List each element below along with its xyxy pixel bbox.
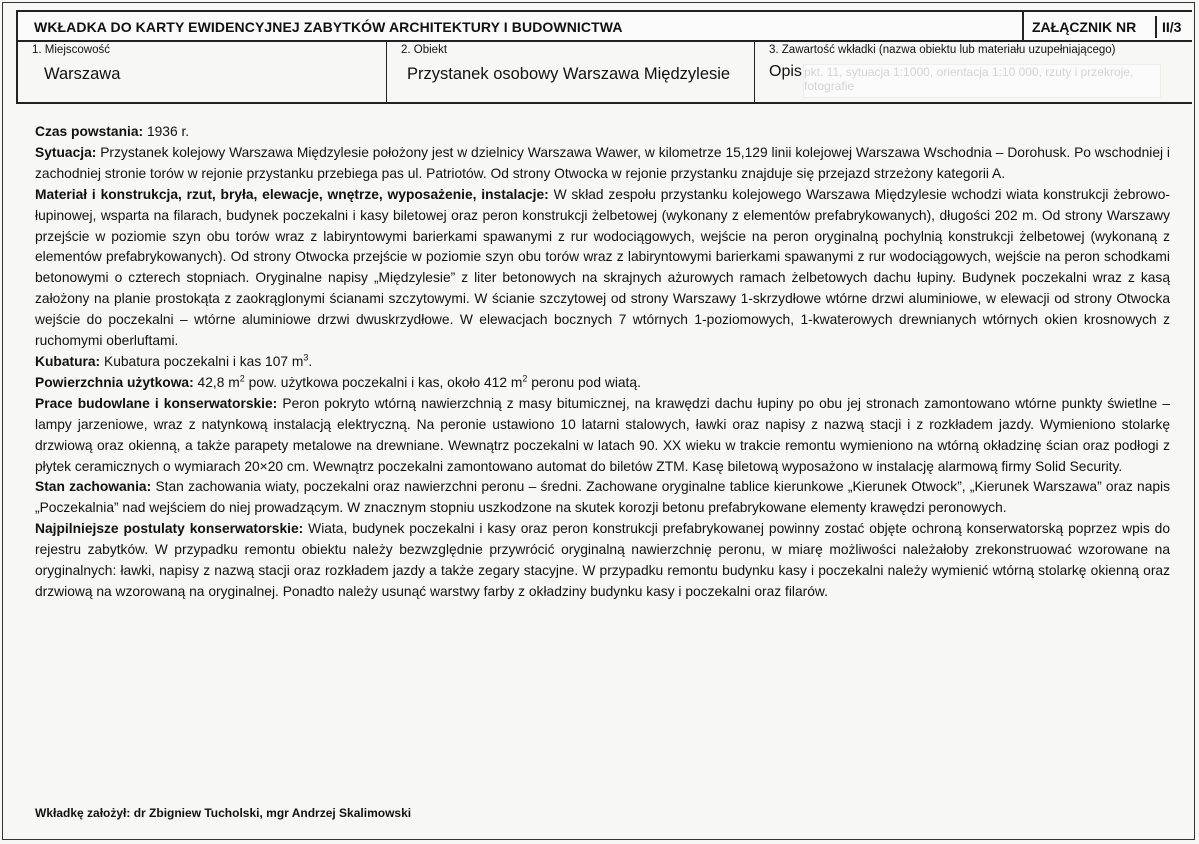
section-sytuacja (35, 143, 1170, 185)
section-powierzchnia (35, 373, 1170, 394)
document-footer-author: Wkładkę założył: dr Zbigniew Tucholski, mgr Andrzej Skalimowski (35, 806, 412, 820)
section-postulaty-label: Najpilniejsze postulaty konserwatorskie: (35, 521, 304, 537)
section-postulaty (35, 519, 1170, 603)
section-kubatura-label: Kubatura: (35, 353, 101, 369)
section-czas (35, 122, 1170, 143)
section-powierzchnia-sup-1: 2 (239, 373, 245, 384)
section-stan (35, 477, 1170, 519)
section-prace-label: Prace budowlane i konserwatorskie: (35, 395, 278, 411)
attachment-label: ZAŁĄCZNIK NR (1032, 19, 1137, 35)
header-divider-2 (1155, 16, 1157, 38)
section-postulaty-text: Wiata, budynek poczekalni i kasy oraz peron konstrukcji prefabrykowanej powinny zostać objęte ochroną konserwatorską poprzez wpis do rejestru zabytków. W przypadku remontu obiektu należy bezwzględnie przywrócić oryginalną nawierzchnię peronu, w miarę możliwości należałoby zrekonstruować wzorowane na oryginalnych: ławki, napisy z nazwą stacji oraz rozkładem jazdy a także zegary stacyjne. W przypadku remontu budynku kasy i poczekalni należy wymienić wtórną stolarkę okienną oraz drzwiową na wzorowaną na oryginalnej. Ponadto należy usunąć warstwy farby z okładziny budynku kasy i poczekalni oraz filarów. (35, 521, 1170, 599)
section-powierzchnia-text-2: pow. użytkowa poczekalni i kas, około 412 m (244, 374, 523, 390)
field-locality-label: 1. Miejscowość (32, 44, 110, 56)
section-powierzchnia-text-1: 42,8 m (193, 374, 240, 390)
section-stan-label: Stan zachowania: (35, 479, 152, 495)
section-sytuacja-text: Przystanek kolejowy Warszawa Międzylesie położony jest w dzielnicy Warszawa Wawer, w kilometrze 15,129 linii kolejowej Warszawa Wschodnia – Dorohusk. Po wschodniej i zachodniej stronie torów w rejonie przystanku przebiega pas ul. Patriotów. Od strony Otwocka w rejonie przystanku znajduje się przejazd strzeżony kategorii A. (35, 144, 1170, 181)
field-content-value: Opis (769, 63, 802, 80)
section-kubatura-text: Kubatura poczekalni i kas 107 m (100, 353, 304, 369)
field-content (754, 42, 1195, 102)
field-object-label: 2. Obiekt (401, 44, 448, 56)
section-kubatura (35, 352, 1170, 373)
section-powierzchnia-label: Powierzchnia użytkowa: (35, 374, 194, 390)
header-divider (1022, 10, 1024, 42)
section-material-label: Materiał i konstrukcja, rzut, bryła, elewacje, wnętrze, wyposażenie, instalacje: (35, 186, 549, 202)
section-powierzchnia-text-3: peronu pod wiatą. (527, 374, 641, 390)
attachment-number: II/3 (1162, 19, 1182, 35)
section-czas-label: Czas powstania: (35, 124, 144, 139)
section-kubatura-sup: 3 (303, 352, 309, 363)
field-content-label: 3. Zawartość wkładki (nazwa obiektu lub materiału uzupełniającego) (769, 44, 1116, 56)
document-body (35, 122, 1170, 603)
section-prace-text: Peron pokryto wtórną nawierzchnią z masy bitumicznej, na krawędzi dachu łupiny po obu jej stronach zamontowano wtórne punkty świetlne – lampy jarzeniowe, wraz z natynkową instalacją elektryczną. Na peronie ustawiono 10 latarni stalowych, ławki oraz napisy z nazwą stacji i z rozkładem jazdy. Wymieniono stolarkę drzwiową oraz okienną, a także parapety metalowe na drewniane. Wewnątrz poczekalni w latach 90. XX wieku w trakcie remontu wymieniono na wtórną okładzinę ścian oraz podłogi z płytek ceramicznych o wymiarach 20×20 cm. Wewnątrz poczekalni zamontowano automat do biletów ZTM. Kasę biletową wyposażono w instalację alarmową firmy Solid Security. (35, 395, 1171, 474)
header-fields (16, 42, 1192, 104)
document-header (16, 10, 1192, 42)
section-czas-text: 1936 r. (143, 124, 190, 139)
section-stan-text: Stan zachowania wiaty, poczekalni oraz nawierzchni peronu – średni. Zachowane oryginalne tablice kierunkowe „Kierunek Otwock”, „Kierunek Warszawa” oraz napis „Poczekalnia” nad wejściem do niej prowadzącym. W znacznym stopniu uszkodzone na skutek korozji betonu prefabrykowane elementy krawędzi peronowych. (35, 479, 1171, 516)
field-object (386, 42, 755, 102)
field-locality-value: Warszawa (44, 65, 121, 83)
section-sytuacja-label: Sytuacja: (35, 144, 97, 160)
document-title: WKŁADKA DO KARTY EWIDENCYJNEJ ZABYTKÓW ARCHITEKTURY I BUDOWNICTWA (34, 19, 623, 35)
field-locality (18, 42, 386, 102)
section-kubatura-end: . (308, 353, 313, 369)
section-powierzchnia-sup-2: 2 (522, 373, 528, 384)
section-material-text: W skład zespołu przystanku kolejowego Warszawa Międzylesie wchodzi wiata konstrukcji żebrowo-łupinowej, wsparta na filarach, budynek poczekalni i kasy biletowej oraz peron konstrukcji żelbetowej (wykonany z elementów prefabrykowanych), długości 202 m. Od strony Warszawy przejście w poziomie szyn obu torów wraz z labiryntowymi barierkami spawanymi z rur wodociągowych, wejście na peron oryginalną pochylnią konstrukcji żelbetowej (wykonaną z elementów prefabrykowanych). Od strony Otwocka przejście w poziomie szyn obu torów wraz z labiryntowymi barierkami spawanymi z rur wodociągowych, wejście na peron schodkami betonowymi o czterech stopniach. Oryginalne napisy „Międzylesie” z liter betonowych na skrajnych ażurowych ramach żelbetowych dachu łupiny. Budynek poczekalni wraz z kasą założony na planie prostokąta z zaokrąglonymi ścianami szczytowymi. W ścianie szczytowej od strony Warszawy 1-skrzydłowe wtórne drzwi aluminiowe, w elewacji od strony Otwocka wejście do poczekalni – wtórne aluminiowe drzwi dwuskrzydłowe. W elewacjach bocznych 7 wtórnych 1-poziomowych, 1-kwaterowych drewnianych wtórnych okien krosnowych z ruchomymi oberluftami. (35, 186, 1170, 349)
field-content-faded-note: pkt. 11, sytuacja 1:1000, orientacja 1:10 000, rzuty i przekroje, fotografie (803, 64, 1161, 98)
section-prace (35, 394, 1170, 478)
section-material (35, 185, 1170, 352)
field-object-value: Przystanek osobowy Warszawa Międzylesie (407, 65, 731, 83)
